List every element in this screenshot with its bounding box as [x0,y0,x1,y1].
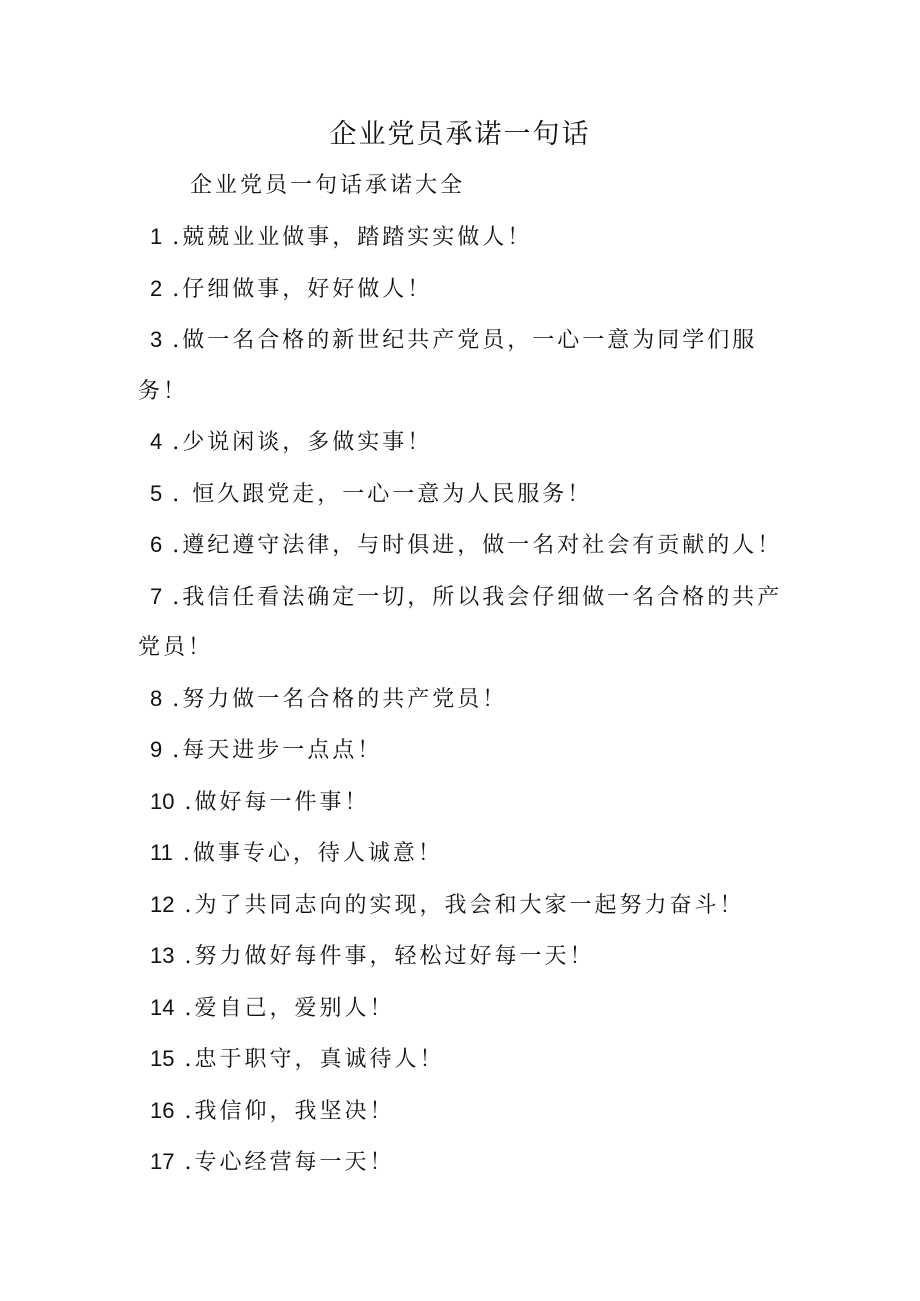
list-item [138,417,788,469]
list-item [138,469,788,521]
item-text: .遵纪遵守法律，与时俱进，做一名对社会有贡献的人！ [172,533,783,558]
item-number: 11 [150,840,173,865]
item-text: .努力做一名合格的共产党员！ [172,686,508,712]
item-text: .努力做好每件事，轻松过好每一天！ [184,944,595,969]
list-item [138,983,788,1035]
item-number: 12 [150,891,175,917]
item-number: 6 [150,532,163,557]
item-number: 4 [150,429,163,454]
item-text: .仔细做事，好好做人！ [172,276,433,302]
item-text: .为了共同志向的实现，我会和大家一起努力奋斗！ [184,892,745,918]
list-item [138,212,788,264]
item-text: .我信任看法确定一切，所以我会仔细做一名合格的共产党员！ [138,584,783,660]
item-text: .专心经营每一天！ [184,1150,395,1175]
item-number: 16 [150,1097,175,1123]
list-item [138,725,788,777]
list-item [138,674,788,726]
list-item [138,1034,788,1086]
item-text: .做事专心，待人诚意！ [182,841,443,866]
list-item [138,828,788,880]
item-text: .少说闲谈，多做实事！ [172,430,433,455]
item-number: 9 [150,737,163,762]
item-text: .爱自己，爱别人！ [184,995,395,1021]
item-number: 13 [150,943,175,968]
item-number: 8 [150,685,163,711]
item-text: .做一名合格的新世纪共产党员，一心一意为同学们服务！ [138,328,758,404]
list-item [138,264,788,316]
list-item [138,315,788,417]
item-number: 1 [150,224,163,249]
item-text: .做好每一件事！ [184,789,370,815]
item-number: 17 [150,1149,175,1174]
item-number: 15 [150,1046,175,1071]
list-item [138,777,788,829]
item-text: .每天进步一点点！ [172,738,383,763]
item-text: .我信仰，我坚决！ [184,1098,395,1124]
item-number: 5 [150,480,163,506]
item-number: 7 [150,583,163,609]
document-title: 企业党员承诺一句话 [329,119,591,150]
item-number: 2 [150,275,163,301]
item-text: .忠于职守，真诚待人！ [184,1047,445,1072]
item-text: .兢兢业业做事，踏踏实实做人！ [172,225,533,250]
list-item [138,880,788,932]
commitment-list [138,212,788,1189]
list-item [138,931,788,983]
list-item [138,572,788,674]
list-item [138,1086,788,1138]
list-item [138,520,788,572]
list-item [138,1137,788,1189]
item-number: 10 [150,788,175,814]
item-text: . 恒久跟党走，一心一意为人民服务！ [172,481,593,507]
item-number: 14 [150,994,175,1020]
item-number: 3 [150,327,163,352]
document-subtitle: 企业党员一句话承诺大全 [190,173,466,198]
